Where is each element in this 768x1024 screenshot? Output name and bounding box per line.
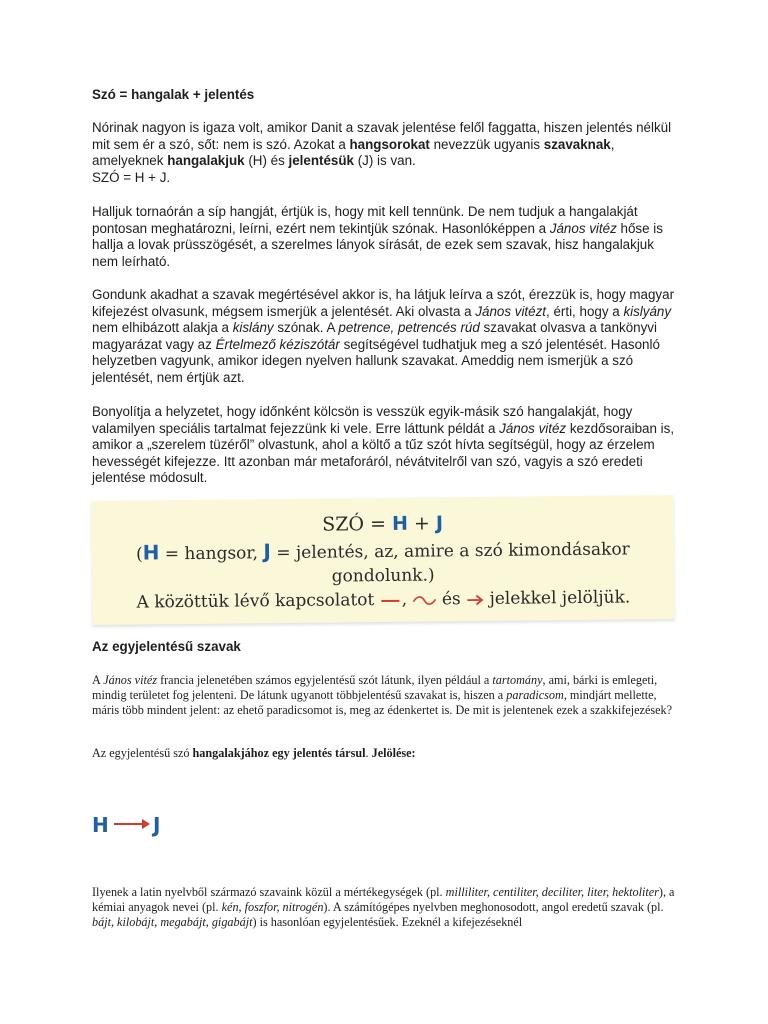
paragraph-7: Ilyenek a latin nyelvből származó szavaink közül a mértékegységek (pl. milliliter, centiliter, deciliter, liter, hektoliter), a kémiai anyagok nevei (pl. kén, foszfor, nitrogén). A számítógépes nyelvben meghonosodott, angol eredetű szavak (pl. bájt, kilobájt, megabájt, gigabájt) is hasonlóan egyjelentésűek. Ezeknél a kifejezéseknél — [92, 885, 675, 930]
paragraph-2: Halljuk tornaórán a síp hangját, értjük is, hogy mit kell tennünk. De nem tudjuk a hangalakját pontosan meghatározni, leírni, ezért nem tekintjük szónak. Hasonlóképpen a János vitéz hőse is hallja a lovak prüsszögését, a szerelmes lányok sírását, de ezek sem szavak, hisz hangalakjuk nem leírható. — [92, 204, 663, 269]
paragraph-3: Gondunk akadhat a szavak megértésével akkor is, ha látjuk leírva a szót, érezzük is, hogy magyar kifejezést olvasunk, mégsem ismerjük a jelentését. Aki olvasta a János vitézt, érti, hogy a kislyány nem elhibázott alakja a kislány szónak. A petrence, petrencés rúd szavakat olvasva a tankönyvi magyarázat vagy az Értelmező kéziszótár segítségével tudhatjuk meg a szó jelentését. Hasonló helyzetben vagyunk, amikor idegen nyelven hallunk szavakat. Ameddig nem ismerjük a szó jelentését, nem értjük azt. — [92, 287, 675, 385]
formula-line: SZÓ = H + J. — [92, 169, 171, 185]
paragraph-6: Az egyjelentésű szó hangalakjához egy jelentés társul. Jelölése: — [92, 746, 416, 760]
definition-box — [91, 495, 674, 625]
j-letter: J — [435, 512, 444, 535]
diagram-j-letter: J — [153, 813, 161, 837]
box-symbols-line: A közöttük lévő kapcsolatot , és jelekkel jelöljük. — [136, 587, 631, 613]
wave-symbol-icon — [412, 594, 436, 606]
paragraph-1: Nórinak nagyon is igaza volt, amikor Danit a szavak jelentése felől faggatta, hiszen jelentés nélkül mit sem ér a szó, sőt: nem is szó. Azokat a hangsorokat nevezzük ugyanis szavaknak, amelyeknek hangalakjuk (H) és jelentésük (J) is van. SZÓ = H + J. — [92, 120, 672, 185]
diagram-h-letter: H — [92, 813, 109, 837]
line-symbol-icon — [382, 599, 400, 601]
paragraph-4: Bonyolítja a helyzetet, hogy időnként kölcsön is vesszük egyik-másik szó hangalakját, hogy valamilyen speciális tartalmat fejezzünk ki vele. Erre láttunk példát a János vitéz kezdősoraiban is, amikor a „szerelem tüzéről” olvastunk, ahol a költő a tűz szót hívta segítségül, hogy az érzelem hevességét kifejezze. Itt azonban már metaforáról, névátvitelről van szó, vagyis a szó eredeti jelentése módosult. — [92, 404, 675, 486]
h-to-j-diagram — [92, 808, 182, 842]
box-formula: SZÓ = H + J — [322, 512, 444, 536]
section-title: Szó = hangalak + jelentés — [92, 87, 255, 102]
box-definition: (H = hangsor, J = jelentés, az, amire a szó kimondásakor gondolunk.) — [135, 539, 630, 587]
paragraph-5: A János vitéz francia jelenetében számos egyjelentésű szót látunk, ilyen például a tartomány, ami, bárki is emlegeti, mindig területet fog jelenteni. De látunk ugyanott többjelentésű szavakat is, hiszen a paradicsom, mindjárt mellette, máris több mindent jelent: az ehető paradicsomot is, meg az édenkertet is. De mit is jelentenek ezek a szakkifejezések? — [92, 673, 673, 718]
arrow-symbol-icon — [466, 593, 484, 605]
arrow-icon — [114, 819, 150, 829]
h-letter: H — [391, 512, 409, 535]
section-title-2: Az egyjelentésű szavak — [92, 639, 241, 654]
